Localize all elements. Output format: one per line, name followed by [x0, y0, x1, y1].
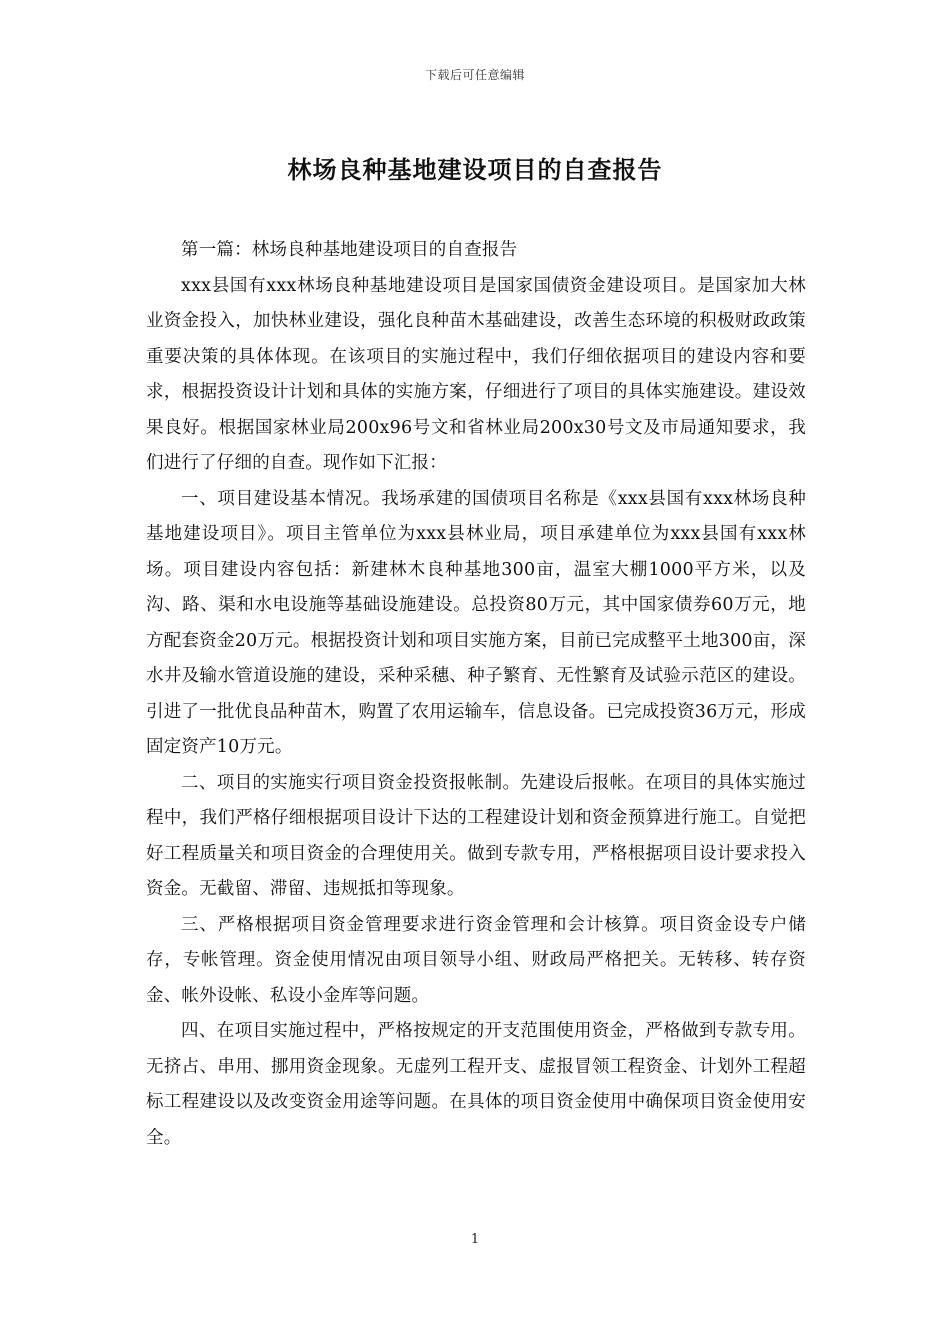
- paragraph-section-heading: 第一篇：林场良种基地建设项目的自查报告: [181, 240, 518, 260]
- page-number: 1: [470, 1232, 480, 1247]
- paragraph-intro: xxx县国有xxx林场良种基地建设项目是国家国债资金建设项目。是国家加大林业资金投入，加快林业建设，强化良种苗木基础建设，改善生态环境的积极财政政策重要决策的具体体现。在该项目的实施过程中，我们仔细依据项目的建设内容和要求，根据投资设计计划和具体的实施方案，仔细进行了项目的具体实施建设。建设效果良好。根据国家林业局200x96号文和省林业局200x30号文及市局通知要求，我们进行了仔细的自查。现作如下汇报：: [146, 275, 806, 473]
- paragraph-item-2: 二、项目的实施实行项目资金投资报帐制。先建设后报帐。在项目的具体实施过程中，我们严格仔细根据项目设计下达的工程建设计划和资金预算进行施工。自觉把好工程质量关和项目资金的合理使用关。做到专款专用，严格根据项目设计要求投入资金。无截留、滞留、违规抵扣等现象。: [146, 772, 806, 899]
- paragraph-item-4: 四、在项目实施过程中，严格按规定的开支范围使用资金，严格做到专款专用。无挤占、串用、挪用资金现象。无虚列工程开支、虚报冒领工程资金、计划外工程超标工程建设以及改变资金用途等问题。在具体的项目资金使用中确保项目资金使用安全。: [146, 1021, 806, 1148]
- paragraph-item-3: 三、严格根据项目资金管理要求进行资金管理和会计核算。项目资金设专户储存，专帐管理。资金使用情况由项目领导小组、财政局严格把关。无转移、转存资金、帐外设帐、私设小金库等问题。: [146, 914, 806, 1006]
- paragraph-item-1: 一、项目建设基本情况。我场承建的国债项目名称是《xxx县国有xxx林场良种基地建设项目》。项目主管单位为xxx县林业局，项目承建单位为xxx县国有xxx林场。项目建设内容包括：新建林木良种基地300亩，温室大棚1000平方米，以及沟、路、渠和水电设施等基础设施建设。总投资80万元，其中国家债券60万元，地方配套资金20万元。根据投资计划和项目实施方案，目前已完成整平土地300亩，深水井及输水管道设施的建设，采种采穗、种子繁育、无性繁育及试验示范区的建设。引进了一批优良品种苗木，购置了农用运输车，信息设备。已完成投资36万元，形成固定资产10万元。: [146, 488, 806, 757]
- document-title: 林场良种基地建设项目的自查报告: [287, 156, 663, 184]
- page-header-note: 下载后可任意编辑: [424, 68, 525, 82]
- document-body: [146, 233, 806, 1156]
